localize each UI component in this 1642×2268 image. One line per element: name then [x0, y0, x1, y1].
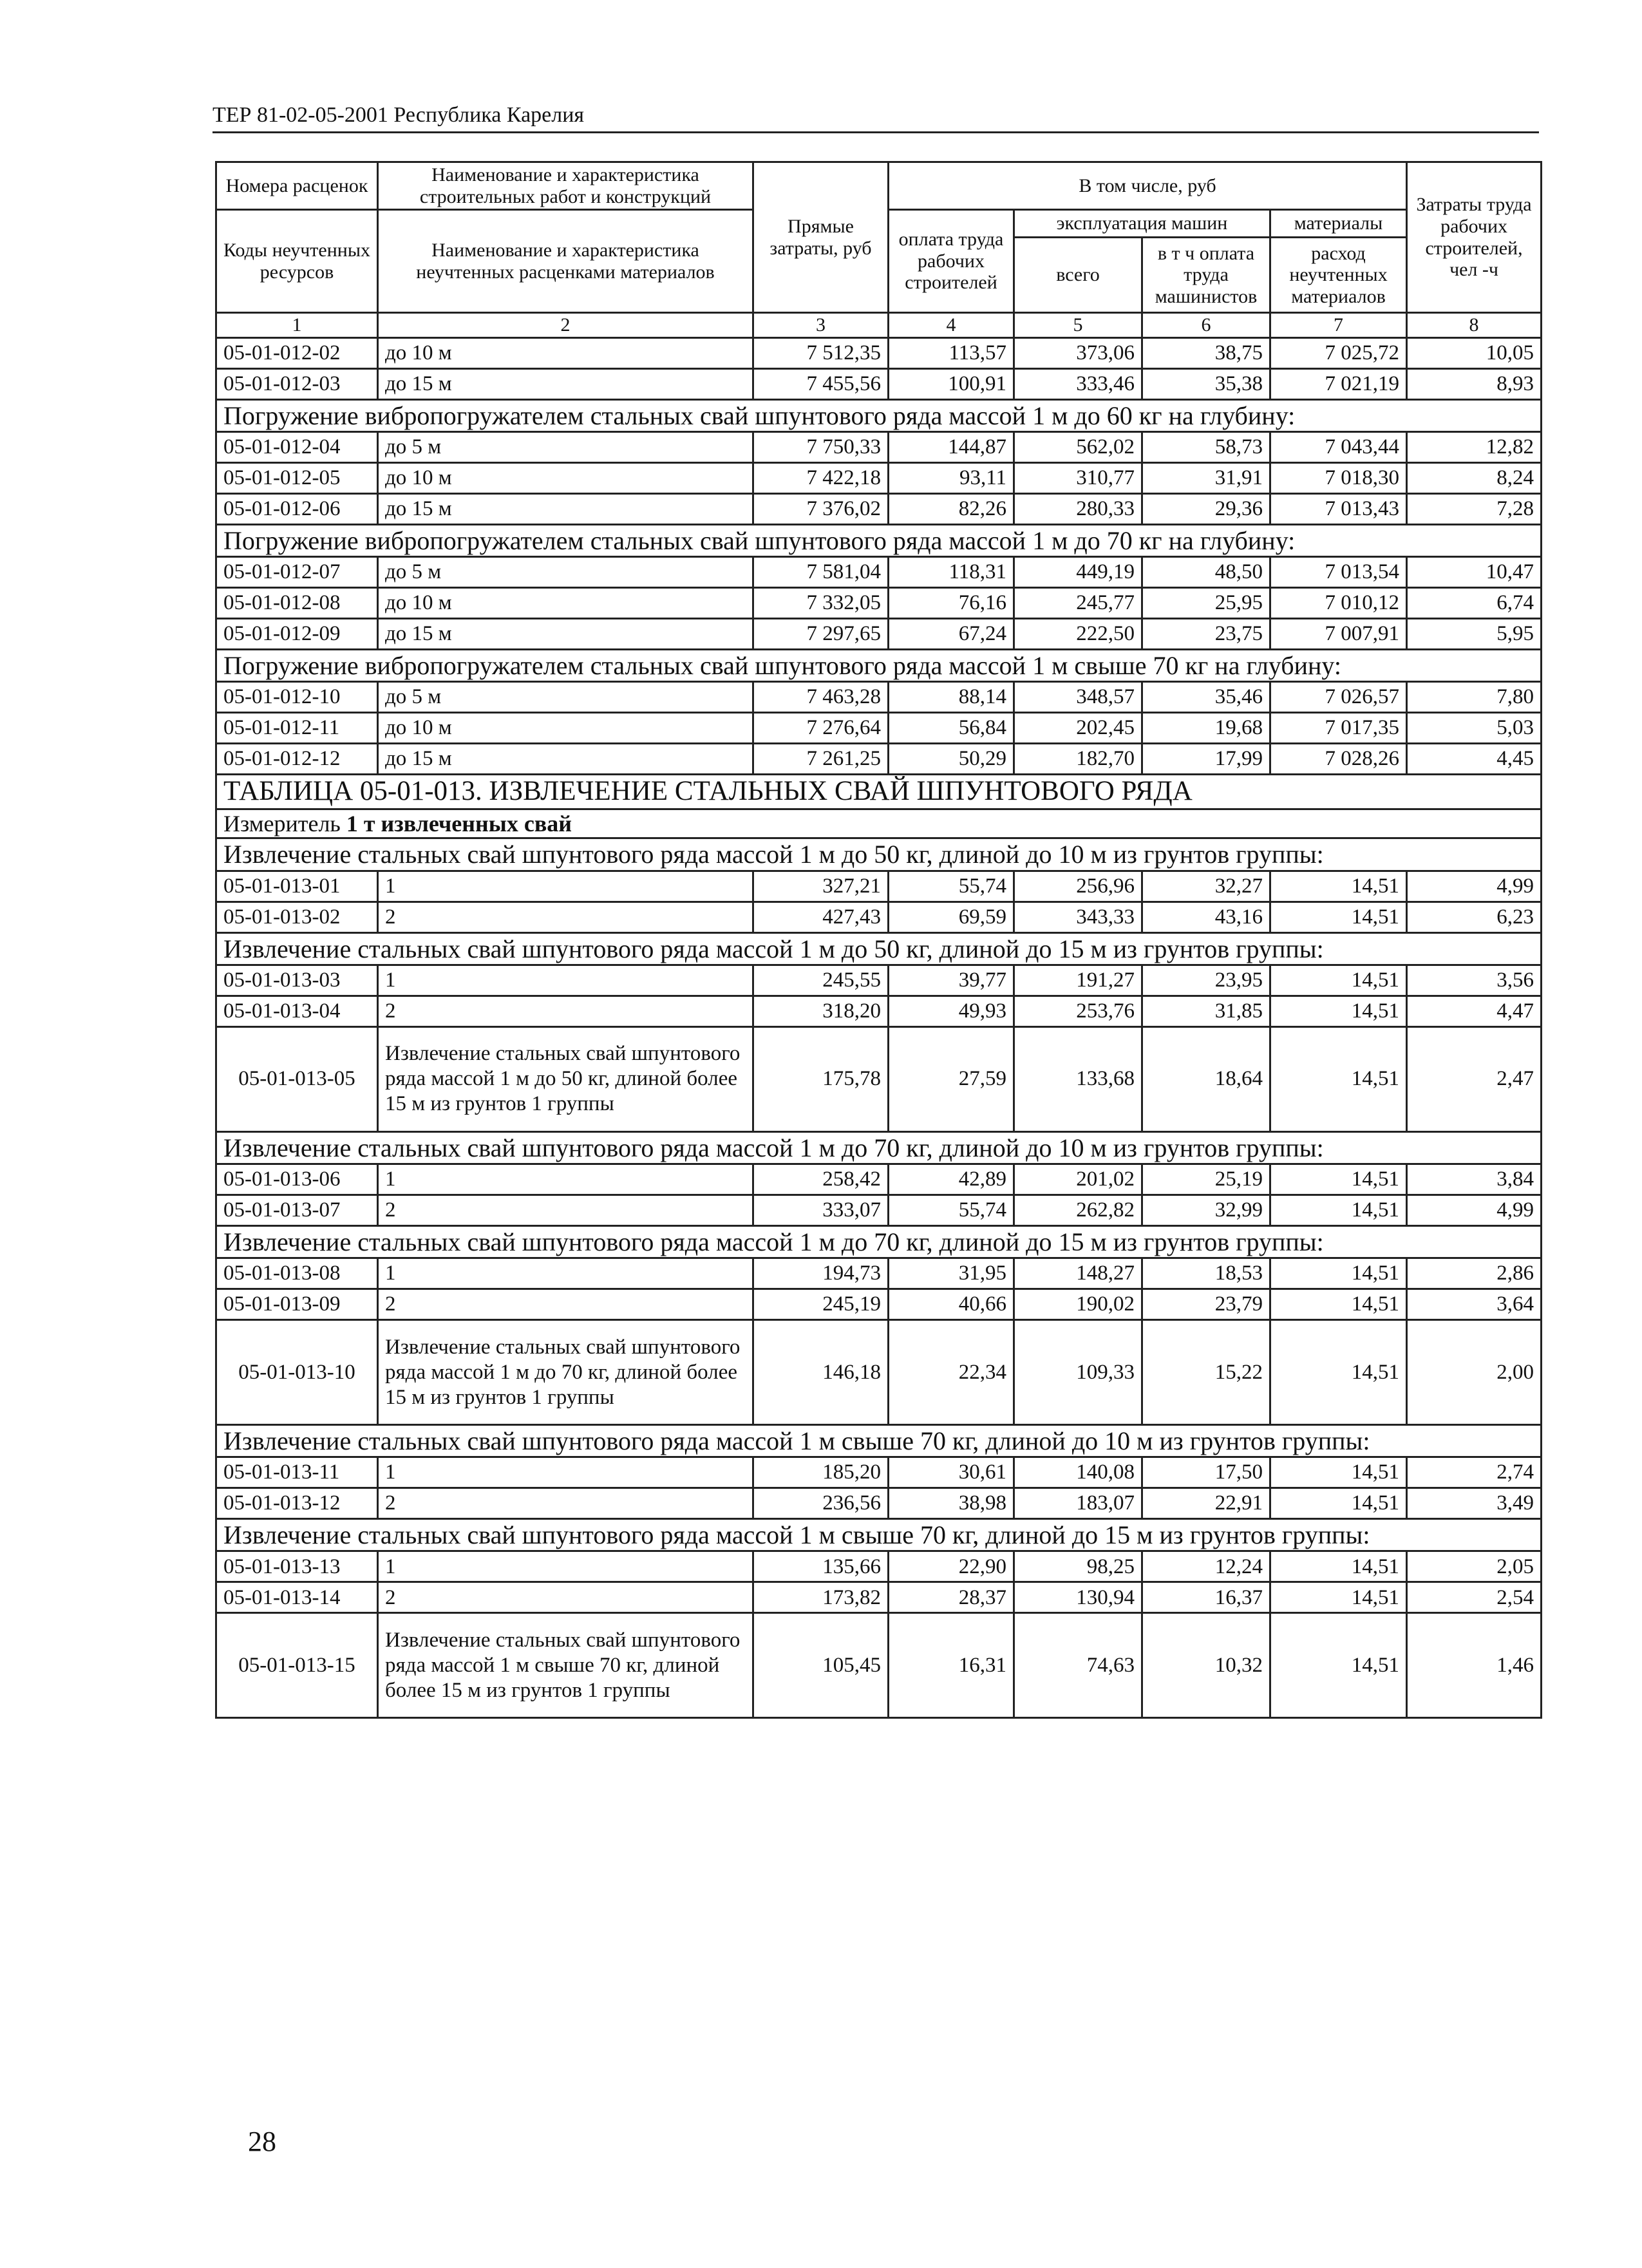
- value-cell: 14,51: [1270, 996, 1407, 1026]
- work-name-cell: до 10 м: [378, 462, 753, 493]
- work-name-cell: 1: [378, 871, 753, 902]
- value-cell: 2,47: [1407, 1026, 1542, 1131]
- value-cell: 42,89: [889, 1164, 1014, 1195]
- value-cell: 185,20: [753, 1457, 889, 1488]
- value-cell: 14,51: [1270, 1613, 1407, 1718]
- value-cell: 201,02: [1014, 1164, 1142, 1195]
- col-operator-pay-header: в т ч оплата труда машинистов: [1142, 238, 1270, 313]
- table-row: [216, 1457, 1542, 1488]
- value-cell: 2,00: [1407, 1320, 1542, 1425]
- value-cell: 12,82: [1407, 431, 1542, 462]
- value-cell: 18,53: [1142, 1258, 1270, 1289]
- work-name-cell: 2: [378, 1488, 753, 1519]
- rate-code-cell: 05-01-013-01: [216, 871, 378, 902]
- value-cell: 236,56: [753, 1488, 889, 1519]
- table-title: ТАБЛИЦА 05-01-013. ИЗВЛЕЧЕНИЕ СТАЛЬНЫХ СВАЙ ШПУНТОВОГО РЯДА: [216, 775, 1542, 809]
- value-cell: 40,66: [889, 1289, 1014, 1320]
- value-cell: 88,14: [889, 682, 1014, 713]
- machine-operation-group-header: эксплуатация машин: [1014, 210, 1270, 238]
- work-name-cell: до 5 м: [378, 556, 753, 587]
- value-cell: 69,59: [889, 902, 1014, 932]
- section-heading: Погружение вибропогружателем стальных свай шпунтового ряда массой 1 м свыше 70 кг на глубину:: [216, 649, 1542, 681]
- rate-code-cell: 05-01-012-12: [216, 744, 378, 775]
- value-cell: 175,78: [753, 1026, 889, 1131]
- value-cell: 3,49: [1407, 1488, 1542, 1519]
- page-header: ТЕР 81-02-05-2001 Республика Карелия: [212, 103, 1539, 133]
- value-cell: 118,31: [889, 556, 1014, 587]
- column-number: 6: [1142, 313, 1270, 337]
- value-cell: 4,45: [1407, 744, 1542, 775]
- column-number: 3: [753, 313, 889, 337]
- value-cell: 3,64: [1407, 1289, 1542, 1320]
- value-cell: 32,99: [1142, 1195, 1270, 1225]
- value-cell: 22,91: [1142, 1488, 1270, 1519]
- value-cell: 7 013,54: [1270, 556, 1407, 587]
- column-number: 1: [216, 313, 378, 337]
- value-cell: 562,02: [1014, 431, 1142, 462]
- rate-code-cell: 05-01-013-11: [216, 1457, 378, 1488]
- value-cell: 8,93: [1407, 368, 1542, 399]
- value-cell: 7 018,30: [1270, 462, 1407, 493]
- table-row: [216, 713, 1542, 744]
- section-heading: Погружение вибропогружателем стальных свай шпунтового ряда массой 1 м до 70 кг на глубину:: [216, 524, 1542, 556]
- value-cell: 3,56: [1407, 965, 1542, 996]
- section-heading-row: [216, 399, 1542, 431]
- value-cell: 29,36: [1142, 493, 1270, 524]
- value-cell: 25,95: [1142, 587, 1270, 618]
- value-cell: 191,27: [1014, 965, 1142, 996]
- table-row: [216, 1026, 1542, 1131]
- column-number: 7: [1270, 313, 1407, 337]
- value-cell: 7 021,19: [1270, 368, 1407, 399]
- value-cell: 5,95: [1407, 618, 1542, 649]
- value-cell: 245,55: [753, 965, 889, 996]
- value-cell: 6,74: [1407, 587, 1542, 618]
- value-cell: 7 013,43: [1270, 493, 1407, 524]
- value-cell: 3,84: [1407, 1164, 1542, 1195]
- rate-code-cell: 05-01-013-03: [216, 965, 378, 996]
- work-name-cell: Извлечение стальных свай шпунтового ряда массой 1 м до 50 кг, длиной более 15 м из грунтов 1 группы: [378, 1026, 753, 1131]
- work-name-cell: 2: [378, 1195, 753, 1225]
- value-cell: 14,51: [1270, 902, 1407, 932]
- work-name-cell: до 15 м: [378, 618, 753, 649]
- value-cell: 14,51: [1270, 1164, 1407, 1195]
- value-cell: 31,95: [889, 1258, 1014, 1289]
- value-cell: 14,51: [1270, 1551, 1407, 1582]
- value-cell: 14,51: [1270, 871, 1407, 902]
- value-cell: 32,27: [1142, 871, 1270, 902]
- rate-code-cell: 05-01-013-07: [216, 1195, 378, 1225]
- table-row: [216, 587, 1542, 618]
- rate-code-cell: 05-01-013-05: [216, 1026, 378, 1131]
- value-cell: 58,73: [1142, 431, 1270, 462]
- table-row: [216, 337, 1542, 368]
- table-row: [216, 902, 1542, 932]
- table-row: [216, 682, 1542, 713]
- value-cell: 105,45: [753, 1613, 889, 1718]
- included-costs-group-header: В том числе, руб: [889, 162, 1407, 210]
- work-name-cell: 2: [378, 1289, 753, 1320]
- value-cell: 10,05: [1407, 337, 1542, 368]
- value-cell: 7 007,91: [1270, 618, 1407, 649]
- value-cell: 144,87: [889, 431, 1014, 462]
- value-cell: 245,19: [753, 1289, 889, 1320]
- value-cell: 140,08: [1014, 1457, 1142, 1488]
- table-row: [216, 1258, 1542, 1289]
- section-heading-row: [216, 649, 1542, 681]
- value-cell: 7,80: [1407, 682, 1542, 713]
- value-cell: 22,90: [889, 1551, 1014, 1582]
- value-cell: 7 422,18: [753, 462, 889, 493]
- work-name-cell: 2: [378, 1582, 753, 1613]
- value-cell: 28,37: [889, 1582, 1014, 1613]
- materials-group-header: материалы: [1270, 210, 1407, 238]
- value-cell: 22,34: [889, 1320, 1014, 1425]
- value-cell: 333,46: [1014, 368, 1142, 399]
- work-name-cell: до 15 м: [378, 493, 753, 524]
- value-cell: 38,75: [1142, 337, 1270, 368]
- value-cell: 7 276,64: [753, 713, 889, 744]
- value-cell: 14,51: [1270, 1582, 1407, 1613]
- column-number: 5: [1014, 313, 1142, 337]
- value-cell: 190,02: [1014, 1289, 1142, 1320]
- col-worker-pay-header: оплата труда рабочих строителей: [889, 210, 1014, 313]
- value-cell: 4,99: [1407, 1195, 1542, 1225]
- rate-code-cell: 05-01-012-11: [216, 713, 378, 744]
- value-cell: 14,51: [1270, 1289, 1407, 1320]
- value-cell: 43,16: [1142, 902, 1270, 932]
- column-numbers-row: [216, 313, 1542, 337]
- work-name-cell: 2: [378, 996, 753, 1026]
- value-cell: 4,47: [1407, 996, 1542, 1026]
- value-cell: 14,51: [1270, 1195, 1407, 1225]
- rate-code-cell: 05-01-013-06: [216, 1164, 378, 1195]
- section-heading-row: [216, 524, 1542, 556]
- value-cell: 56,84: [889, 713, 1014, 744]
- measure-value: 1 т извлеченных свай: [346, 810, 572, 836]
- section-heading-row: [216, 1425, 1542, 1457]
- value-cell: 18,64: [1142, 1026, 1270, 1131]
- rate-code-cell: 05-01-012-08: [216, 587, 378, 618]
- table-title-row: [216, 775, 1542, 809]
- value-cell: 1,46: [1407, 1613, 1542, 1718]
- col-work-name-header: Наименование и характеристика строительных работ и конструкций: [378, 162, 753, 210]
- table-row: [216, 1320, 1542, 1425]
- column-number: 2: [378, 313, 753, 337]
- value-cell: 183,07: [1014, 1488, 1142, 1519]
- table-row: [216, 744, 1542, 775]
- value-cell: 4,99: [1407, 871, 1542, 902]
- value-cell: 253,76: [1014, 996, 1142, 1026]
- rate-code-cell: 05-01-013-02: [216, 902, 378, 932]
- value-cell: 39,77: [889, 965, 1014, 996]
- value-cell: 135,66: [753, 1551, 889, 1582]
- work-name-cell: до 10 м: [378, 587, 753, 618]
- value-cell: 49,93: [889, 996, 1014, 1026]
- work-name-cell: до 15 м: [378, 744, 753, 775]
- value-cell: 7 010,12: [1270, 587, 1407, 618]
- col-machines-total-header: всего: [1014, 238, 1142, 313]
- value-cell: 7 581,04: [753, 556, 889, 587]
- column-number: 8: [1407, 313, 1542, 337]
- table-body: [216, 313, 1542, 1718]
- value-cell: 48,50: [1142, 556, 1270, 587]
- work-name-cell: 1: [378, 1258, 753, 1289]
- value-cell: 318,20: [753, 996, 889, 1026]
- value-cell: 12,24: [1142, 1551, 1270, 1582]
- value-cell: 93,11: [889, 462, 1014, 493]
- value-cell: 7 376,02: [753, 493, 889, 524]
- section-heading: Извлечение стальных свай шпунтового ряда массой 1 м до 70 кг, длиной до 10 м из грунтов группы:: [216, 1131, 1542, 1164]
- value-cell: 222,50: [1014, 618, 1142, 649]
- table-row: [216, 1164, 1542, 1195]
- table-row: [216, 431, 1542, 462]
- value-cell: 25,19: [1142, 1164, 1270, 1195]
- section-heading: Извлечение стальных свай шпунтового ряда массой 1 м свыше 70 кг, длиной до 15 м из грунтов группы:: [216, 1519, 1542, 1551]
- section-heading: Извлечение стальных свай шпунтового ряда массой 1 м свыше 70 кг, длиной до 10 м из грунтов группы:: [216, 1425, 1542, 1457]
- col-material-name-header: Наименование и характеристика неучтенных расценками материалов: [378, 210, 753, 313]
- table-row: [216, 493, 1542, 524]
- value-cell: 55,74: [889, 1195, 1014, 1225]
- work-name-cell: до 5 м: [378, 431, 753, 462]
- table-row: [216, 1613, 1542, 1718]
- value-cell: 67,24: [889, 618, 1014, 649]
- value-cell: 245,77: [1014, 587, 1142, 618]
- col-rate-number-header: Номера расценок: [216, 162, 378, 210]
- value-cell: 14,51: [1270, 1457, 1407, 1488]
- value-cell: 23,79: [1142, 1289, 1270, 1320]
- rate-code-cell: 05-01-012-10: [216, 682, 378, 713]
- table-row: [216, 618, 1542, 649]
- table-row: [216, 1582, 1542, 1613]
- value-cell: 130,94: [1014, 1582, 1142, 1613]
- value-cell: 7 750,33: [753, 431, 889, 462]
- value-cell: 7 512,35: [753, 337, 889, 368]
- value-cell: 7 297,65: [753, 618, 889, 649]
- value-cell: 109,33: [1014, 1320, 1142, 1425]
- section-heading-row: [216, 1131, 1542, 1164]
- value-cell: 148,27: [1014, 1258, 1142, 1289]
- work-name-cell: до 15 м: [378, 368, 753, 399]
- value-cell: 449,19: [1014, 556, 1142, 587]
- table-row: [216, 1488, 1542, 1519]
- value-cell: 194,73: [753, 1258, 889, 1289]
- section-heading-row: [216, 932, 1542, 965]
- value-cell: 373,06: [1014, 337, 1142, 368]
- value-cell: 146,18: [753, 1320, 889, 1425]
- table-row: [216, 1195, 1542, 1225]
- value-cell: 31,91: [1142, 462, 1270, 493]
- value-cell: 50,29: [889, 744, 1014, 775]
- value-cell: 14,51: [1270, 1320, 1407, 1425]
- value-cell: 74,63: [1014, 1613, 1142, 1718]
- rate-code-cell: 05-01-012-05: [216, 462, 378, 493]
- value-cell: 6,23: [1407, 902, 1542, 932]
- value-cell: 7 026,57: [1270, 682, 1407, 713]
- table-row: [216, 871, 1542, 902]
- table-row: [216, 1551, 1542, 1582]
- rate-code-cell: 05-01-013-13: [216, 1551, 378, 1582]
- value-cell: 333,07: [753, 1195, 889, 1225]
- value-cell: 7 332,05: [753, 587, 889, 618]
- value-cell: 310,77: [1014, 462, 1142, 493]
- work-name-cell: Извлечение стальных свай шпунтового ряда массой 1 м до 70 кг, длиной более 15 м из грунтов 1 группы: [378, 1320, 753, 1425]
- table-row: [216, 1289, 1542, 1320]
- work-name-cell: 1: [378, 1164, 753, 1195]
- value-cell: 38,98: [889, 1488, 1014, 1519]
- value-cell: 280,33: [1014, 493, 1142, 524]
- col-resource-codes-header: Коды неучтенных ресурсов: [216, 210, 378, 313]
- value-cell: 76,16: [889, 587, 1014, 618]
- rate-code-cell: 05-01-013-14: [216, 1582, 378, 1613]
- work-name-cell: до 10 м: [378, 713, 753, 744]
- value-cell: 17,99: [1142, 744, 1270, 775]
- value-cell: 23,75: [1142, 618, 1270, 649]
- rates-table: [215, 161, 1542, 1719]
- rate-code-cell: 05-01-013-15: [216, 1613, 378, 1718]
- value-cell: 14,51: [1270, 1488, 1407, 1519]
- measure-label: Измеритель: [223, 810, 341, 836]
- value-cell: 19,68: [1142, 713, 1270, 744]
- value-cell: 10,32: [1142, 1613, 1270, 1718]
- value-cell: 427,43: [753, 902, 889, 932]
- section-heading: Погружение вибропогружателем стальных свай шпунтового ряда массой 1 м до 60 кг на глубину:: [216, 399, 1542, 431]
- value-cell: 7 017,35: [1270, 713, 1407, 744]
- rate-code-cell: 05-01-013-09: [216, 1289, 378, 1320]
- section-heading: Извлечение стальных свай шпунтового ряда массой 1 м до 70 кг, длиной до 15 м из грунтов группы:: [216, 1225, 1542, 1258]
- section-heading-row: [216, 1225, 1542, 1258]
- value-cell: 348,57: [1014, 682, 1142, 713]
- value-cell: 7,28: [1407, 493, 1542, 524]
- value-cell: 182,70: [1014, 744, 1142, 775]
- value-cell: 31,85: [1142, 996, 1270, 1026]
- value-cell: 14,51: [1270, 1026, 1407, 1131]
- table-row: [216, 462, 1542, 493]
- work-name-cell: 1: [378, 1457, 753, 1488]
- col-direct-costs-header: Прямые затраты, руб: [753, 162, 889, 313]
- value-cell: 262,82: [1014, 1195, 1142, 1225]
- measure-unit: [216, 809, 1542, 838]
- table-row: [216, 556, 1542, 587]
- value-cell: 35,38: [1142, 368, 1270, 399]
- value-cell: 173,82: [753, 1582, 889, 1613]
- value-cell: 15,22: [1142, 1320, 1270, 1425]
- rate-code-cell: 05-01-012-06: [216, 493, 378, 524]
- value-cell: 82,26: [889, 493, 1014, 524]
- work-name-cell: до 10 м: [378, 337, 753, 368]
- work-name-cell: Извлечение стальных свай шпунтового ряда массой 1 м свыше 70 кг, длиной более 15 м из грунтов 1 группы: [378, 1613, 753, 1718]
- value-cell: 343,33: [1014, 902, 1142, 932]
- rate-code-cell: 05-01-013-04: [216, 996, 378, 1026]
- rate-code-cell: 05-01-013-10: [216, 1320, 378, 1425]
- section-heading: Извлечение стальных свай шпунтового ряда массой 1 м до 50 кг, длиной до 15 м из грунтов группы:: [216, 932, 1542, 965]
- value-cell: 7 043,44: [1270, 431, 1407, 462]
- column-number: 4: [889, 313, 1014, 337]
- value-cell: 23,95: [1142, 965, 1270, 996]
- value-cell: 202,45: [1014, 713, 1142, 744]
- value-cell: 133,68: [1014, 1026, 1142, 1131]
- value-cell: 30,61: [889, 1457, 1014, 1488]
- table-row: [216, 996, 1542, 1026]
- rate-code-cell: 05-01-012-04: [216, 431, 378, 462]
- value-cell: 27,59: [889, 1026, 1014, 1131]
- col-material-consumption-header: расход неучтенных материалов: [1270, 238, 1407, 313]
- page-number: 28: [248, 2126, 276, 2157]
- value-cell: 2,86: [1407, 1258, 1542, 1289]
- value-cell: 17,50: [1142, 1457, 1270, 1488]
- table-row: [216, 368, 1542, 399]
- value-cell: 98,25: [1014, 1551, 1142, 1582]
- value-cell: 55,74: [889, 871, 1014, 902]
- measure-row: [216, 809, 1542, 838]
- value-cell: 7 463,28: [753, 682, 889, 713]
- value-cell: 14,51: [1270, 965, 1407, 996]
- value-cell: 7 261,25: [753, 744, 889, 775]
- value-cell: 7 455,56: [753, 368, 889, 399]
- work-name-cell: 1: [378, 1551, 753, 1582]
- value-cell: 327,21: [753, 871, 889, 902]
- section-heading-row: [216, 838, 1542, 871]
- rate-code-cell: 05-01-012-09: [216, 618, 378, 649]
- value-cell: 8,24: [1407, 462, 1542, 493]
- value-cell: 2,74: [1407, 1457, 1542, 1488]
- section-heading: Извлечение стальных свай шпунтового ряда массой 1 м до 50 кг, длиной до 10 м из грунтов группы:: [216, 838, 1542, 871]
- work-name-cell: 1: [378, 965, 753, 996]
- col-labor-hours-header: Затраты труда рабочих строителей, чел -ч: [1407, 162, 1542, 313]
- value-cell: 7 028,26: [1270, 744, 1407, 775]
- value-cell: 16,31: [889, 1613, 1014, 1718]
- table-row: [216, 965, 1542, 996]
- value-cell: 7 025,72: [1270, 337, 1407, 368]
- value-cell: 14,51: [1270, 1258, 1407, 1289]
- rate-code-cell: 05-01-012-02: [216, 337, 378, 368]
- section-heading-row: [216, 1519, 1542, 1551]
- rate-code-cell: 05-01-013-08: [216, 1258, 378, 1289]
- value-cell: 113,57: [889, 337, 1014, 368]
- value-cell: 10,47: [1407, 556, 1542, 587]
- value-cell: 100,91: [889, 368, 1014, 399]
- value-cell: 35,46: [1142, 682, 1270, 713]
- rate-code-cell: 05-01-012-03: [216, 368, 378, 399]
- value-cell: 256,96: [1014, 871, 1142, 902]
- value-cell: 5,03: [1407, 713, 1542, 744]
- value-cell: 16,37: [1142, 1582, 1270, 1613]
- work-name-cell: 2: [378, 902, 753, 932]
- rate-code-cell: 05-01-013-12: [216, 1488, 378, 1519]
- value-cell: 2,54: [1407, 1582, 1542, 1613]
- work-name-cell: до 5 м: [378, 682, 753, 713]
- value-cell: 258,42: [753, 1164, 889, 1195]
- rate-code-cell: 05-01-012-07: [216, 556, 378, 587]
- value-cell: 2,05: [1407, 1551, 1542, 1582]
